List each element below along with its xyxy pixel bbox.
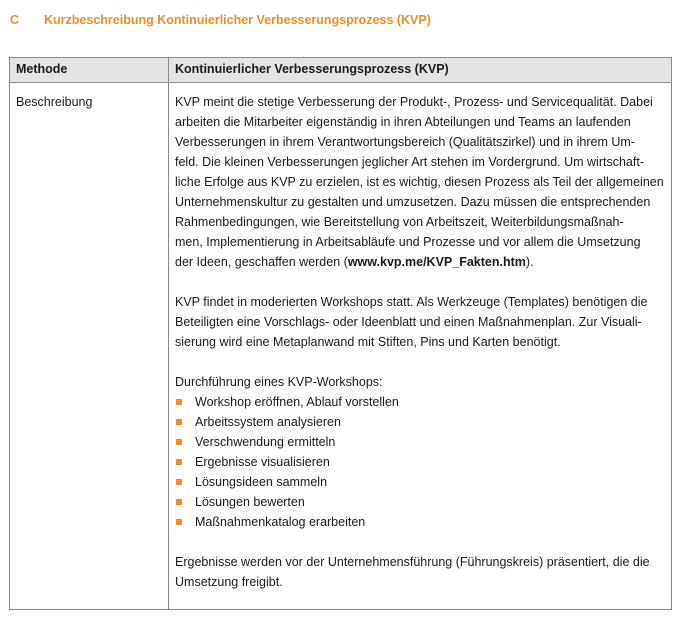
header-methode: Methode [10,58,169,82]
text-line: KVP findet in moderierten Workshops statt. Als Werkzeuge (Templates) benötigen die [175,295,648,309]
orange-square-bullet-icon [176,439,182,445]
step-label: Lösungsideen sammeln [195,475,328,489]
step-label: Lösungen bewerten [195,495,305,509]
list-item [175,472,665,492]
text-line: men, Implementierung in Arbeitsabläufe und Prozesse und vor allem die Umsetzung [175,235,641,249]
text-line: arbeiten die Mitarbeiter eigenständig in ihren Abteilungen und Teams an laufenden [175,115,631,129]
paragraph-3 [175,552,665,592]
kvp-fakten-link[interactable]: www.kvp.me/KVP_Fakten.htm [347,255,526,269]
orange-square-bullet-icon [176,499,182,505]
orange-square-bullet-icon [176,399,182,405]
step-label: Workshop eröffnen, Ablauf vorstellen [195,395,399,409]
text-line: Umsetzung freigibt. [175,575,283,589]
list-intro: Durchführung eines KVP-Workshops: [175,375,383,389]
table-header-row [10,58,671,83]
description-cell [169,83,671,609]
step-label: Arbeitssystem analysieren [195,415,341,429]
list-item [175,392,665,412]
paragraph-1 [175,92,665,272]
section-title: Kurzbeschreibung Kontinuierlicher Verbesserungsprozess (KVP) [44,13,431,27]
table-row [10,83,671,609]
list-item [175,432,665,452]
workshop-steps-list [175,392,665,532]
text-line: KVP meint die stetige Verbesserung der Produkt-, Prozess- und Servicequalität. Dabei [175,95,653,109]
method-table [9,57,672,610]
text-line: Ergebnisse werden vor der Unternehmensführung (Führungskreis) präsentiert, die die [175,555,650,569]
text-line: Unternehmenskultur zu gestalten und umzusetzen. Dazu müssen die entsprechenden [175,195,651,209]
orange-square-bullet-icon [176,419,182,425]
text-fragment: der Ideen, geschaffen werden ( [175,255,348,269]
section-letter: C [10,13,20,27]
step-label: Verschwendung ermitteln [195,435,336,449]
orange-square-bullet-icon [176,479,182,485]
step-label: Ergebnisse visualisieren [195,455,330,469]
step-label: Maßnahmenkatalog erarbeiten [195,515,366,529]
header-kvp: Kontinuierlicher Verbesserungsprozess (KVP) [175,62,449,76]
text-line: Verbesserungen in ihrem Verantwortungsbereich (Qualitätszirkel) und in ihrem Um- [175,135,635,149]
text-line: Beteiligten eine Vorschlags- oder Ideenblatt und einen Maßnahmenplan. Zur Visuali- [175,315,642,329]
list-item [175,412,665,432]
section-heading [10,13,431,27]
text-line: liche Erfolge aus KVP zu erzielen, ist es wichtig, diesen Prozess als Teil der allgemeinen [175,175,664,189]
list-item [175,452,665,472]
row-label: Beschreibung [10,83,169,609]
list-item [175,492,665,512]
orange-square-bullet-icon [176,459,182,465]
paragraph-2 [175,292,665,352]
text-line: sierung wird eine Metaplanwand mit Stiften, Pins und Karten benötigt. [175,335,561,349]
orange-square-bullet-icon [176,519,182,525]
text-fragment: ). [525,255,534,269]
list-item [175,512,665,532]
text-line [175,252,665,272]
text-line: feld. Die kleinen Verbesserungen jeglicher Art stehen im Vordergrund. Um wirtschaft- [175,155,644,169]
text-line: Rahmenbedingungen, wie Bereitstellung von Arbeitszeit, Weiterbildungsmaßnah- [175,215,624,229]
